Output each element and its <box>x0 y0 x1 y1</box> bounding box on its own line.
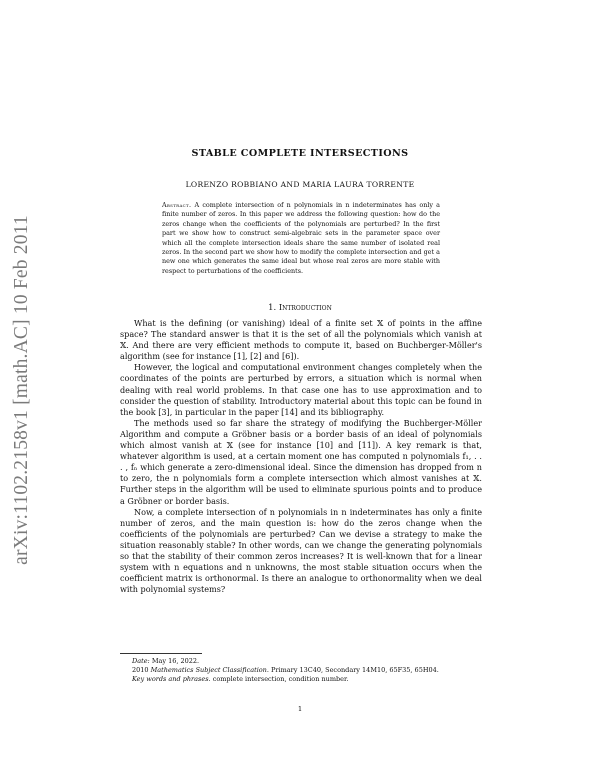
keywords-label: Key words and phrases. <box>132 675 211 684</box>
paragraph-1: What is the defining (or vanishing) ideal of a finite set 𝕏 of points in the affine space? The standard answer is that it is the set of all the polynomials which vanish at 𝕏. And there are very efficient methods to compute it, based on Buchberger-Möller's algorithm (see for instance [1], [2] and [6]). <box>120 318 482 362</box>
footnote-date <box>120 657 482 666</box>
arxiv-stamp <box>4 200 40 580</box>
abstract-label: Abstract. <box>162 201 192 209</box>
msc-value: Primary 13C40, Secondary 14M10, 65F35, 65H04. <box>271 666 439 675</box>
footnote-keywords <box>120 675 482 684</box>
section-name: Introduction <box>278 302 332 312</box>
paper-title: STABLE COMPLETE INTERSECTIONS <box>191 148 409 159</box>
abstract-text: A complete intersection of n polynomials in n indeterminates has only a finite number of zeros. In this paper we address the following question: how do the zeros change when the coefficients of the polynomials are perturbed? In the first part we show how to construct semi-algebraic sets in the parameter space over which all the complete intersection ideals share the same number of isolated real zeros. In the second part we show how to modify the complete intersection and get a new one which generates the same ideal but whose real zeros are more stable with respect to perturbations of the coefficients. <box>162 201 440 275</box>
date-label: Date: <box>132 657 150 665</box>
body-text <box>120 318 482 595</box>
footnote-msc <box>120 666 482 675</box>
section-heading <box>120 302 480 312</box>
footnotes <box>120 657 482 685</box>
abstract <box>162 201 440 276</box>
page-number: 1 <box>297 705 303 713</box>
footnote-rule <box>120 653 202 654</box>
paper-authors: LORENZO ROBBIANO AND MARIA LAURA TORRENTE <box>185 180 415 189</box>
keywords-value: complete intersection, condition number. <box>212 675 349 684</box>
paragraph-4: Now, a complete intersection of n polynomials in n indeterminates has only a finite number of zeros, and the main question is: how do the zeros change when the coefficients of the polynomials are perturbed? Can we devise a strategy to make the situation reasonably stable? In other words, can we change the generating polynomials so that the stability of their common zeros increases? It is well-known that for a linear system with n equations and n unknowns, the most stable situation occurs when the coefficient matrix is orthonormal. Is there an analogue to orthonormality when we deal with polynomial systems? <box>120 506 482 595</box>
arxiv-stamp-text: arXiv:1102.2158v1 [math.AC] 10 Feb 2011 <box>11 215 32 565</box>
paragraph-2: However, the logical and computational environment changes completely when the coordinates of the points are perturbed by errors, a situation which is normal when dealing with real world problems. In that case one has to use approximation and to consider the question of stability. Introductory material about this topic can be found in the book [3], in particular in the paper [14] and its bibliography. <box>120 362 482 417</box>
msc-year: 2010 <box>132 666 149 675</box>
section-number: 1. <box>268 302 277 312</box>
paragraph-3: The methods used so far share the strategy of modifying the Buchberger-Möller Algorithm and compute a Gröbner basis or a border basis of an ideal of polynomials which almost vanish at 𝕏 (see for instance [10] and [11]). A key remark is that, whatever algorithm is used, at a certain moment one has computed n polynomials f₁, . . . , fₙ which generate a zero-dimensional ideal. Since the dimension has dropped from n to zero, the n polynomials form a complete intersection which almost vanishes at 𝕏. Further steps in the algorithm will be used to eliminate spurious points and to produce a Gröbner or border basis. <box>120 417 482 506</box>
msc-label: Mathematics Subject Classification. <box>150 666 269 675</box>
date-value: May 16, 2022. <box>151 657 200 665</box>
